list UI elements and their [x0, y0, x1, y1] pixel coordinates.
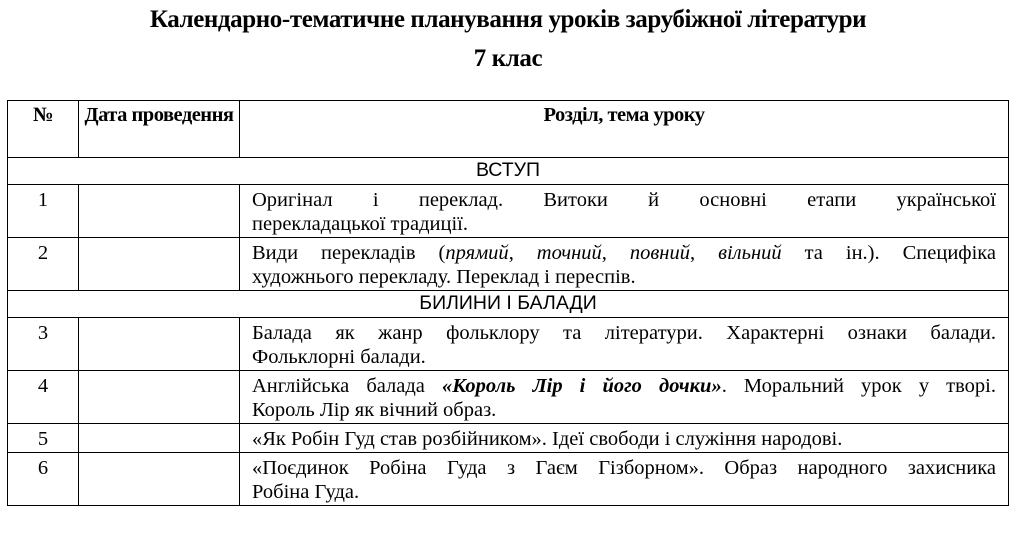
topic-line: Оригінал і переклад. Витоки й основні етапи української	[252, 189, 996, 211]
header-date: Дата проведення	[79, 101, 240, 158]
topic-line	[252, 241, 996, 265]
row-topic	[240, 453, 1009, 506]
header-topic: Розділ, тема уроку	[240, 101, 1009, 158]
topic-text: . Моральний урок у творі.	[721, 375, 996, 397]
section-row	[8, 291, 1009, 318]
topic-line: перекладацької традиції.	[252, 213, 468, 235]
section-row	[8, 158, 1009, 185]
topic-line: Король Лір як вічний образ.	[252, 399, 497, 421]
row-date	[79, 371, 240, 424]
work-title: «Король Лір і його дочки»	[441, 375, 722, 397]
header-number: №	[8, 101, 79, 158]
row-date	[79, 318, 240, 371]
topic-line: художнього перекладу. Переклад і переспів.	[252, 266, 636, 288]
topic-text: ,	[508, 242, 537, 264]
topic-italic: точний	[536, 242, 602, 264]
topic-line: Балада як жанр фольклору та літератури. Характерні ознаки балади.	[252, 322, 996, 344]
row-topic	[240, 238, 1009, 291]
topic-line: Фольклорні балади.	[252, 346, 426, 368]
row-topic	[240, 424, 1009, 453]
table-row	[8, 371, 1009, 424]
row-topic	[240, 185, 1009, 238]
table-row	[8, 453, 1009, 506]
row-date	[79, 453, 240, 506]
table-header-row	[8, 101, 1009, 158]
table-row	[8, 424, 1009, 453]
section-title: ВСТУП	[8, 158, 1009, 185]
topic-italic: прямий	[445, 242, 509, 264]
table-row	[8, 238, 1009, 291]
topic-text: Англійська балада	[252, 375, 442, 397]
row-date	[79, 185, 240, 238]
topic-text: Види перекладів (	[252, 242, 446, 264]
topic-line: Робіна Гуда.	[252, 481, 360, 503]
row-number: 6	[8, 453, 79, 506]
row-topic	[240, 318, 1009, 371]
document-title: Календарно-тематичне планування уроків зарубіжної літератури	[149, 6, 867, 33]
topic-text: ,	[601, 242, 630, 264]
table-row	[8, 318, 1009, 371]
table-row	[8, 185, 1009, 238]
row-topic	[240, 371, 1009, 424]
lesson-plan-table	[7, 100, 1009, 506]
row-date	[79, 238, 240, 291]
row-number: 1	[8, 185, 79, 238]
topic-text: та ін.). Специфіка	[781, 242, 997, 264]
row-number: 3	[8, 318, 79, 371]
topic-text: ,	[689, 242, 719, 264]
topic-line	[252, 374, 996, 398]
section-title: БИЛИНИ І БАЛАДИ	[8, 291, 1009, 318]
topic-italic: вільний	[718, 242, 782, 264]
row-number: 5	[8, 424, 79, 453]
topic-italic: повний	[629, 242, 690, 264]
row-number: 2	[8, 238, 79, 291]
topic-line: «Поєдинок Робіна Гуда з Гаєм Гізборном». Образ народного захисника	[252, 457, 996, 479]
row-number: 4	[8, 371, 79, 424]
document-subtitle: 7 клас	[473, 45, 543, 72]
row-date	[79, 424, 240, 453]
topic-line: «Як Робін Гуд став розбійником». Ідеї свободи і служіння народові.	[252, 428, 843, 450]
